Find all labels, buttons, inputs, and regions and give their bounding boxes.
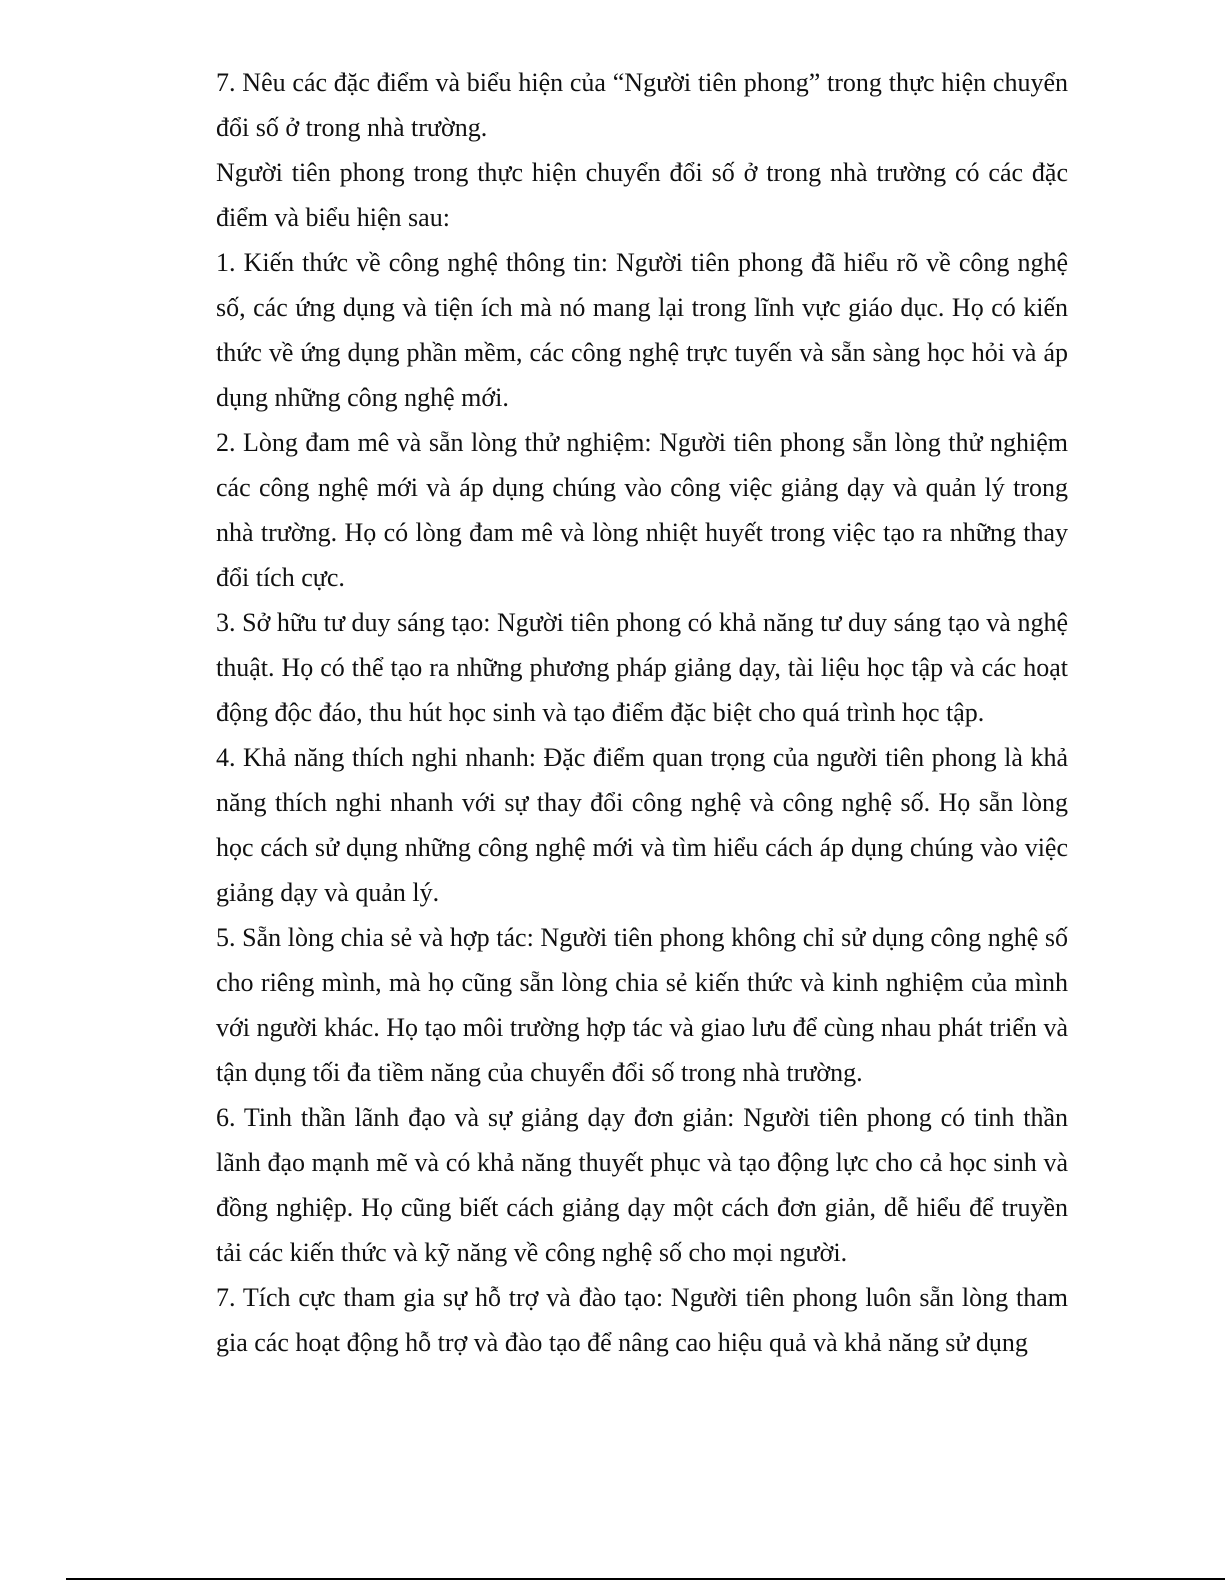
point-1-paragraph: 1. Kiến thức về công nghệ thông tin: Người tiên phong đã hiểu rõ về công nghệ số, các ứng dụng và tiện ích mà nó mang lại trong lĩnh vực giáo dục. Họ có kiến thức về ứng dụng phần mềm, các công nghệ trực tuyến và sẵn sàng học hỏi và áp dụng những công nghệ mới.	[216, 248, 1068, 412]
intro-paragraph: Người tiên phong trong thực hiện chuyển đổi số ở trong nhà trường có các đặc điểm và biểu hiện sau:	[216, 158, 1068, 232]
document-body	[216, 60, 1068, 1365]
point-6-paragraph: 6. Tinh thần lãnh đạo và sự giảng dạy đơn giản: Người tiên phong có tinh thần lãnh đạo mạnh mẽ và có khả năng thuyết phục và tạo động lực cho cả học sinh và đồng nghiệp. Họ cũng biết cách giảng dạy một cách đơn giản, dễ hiểu để truyền tải các kiến thức và kỹ năng về công nghệ số cho mọi người.	[216, 1103, 1068, 1267]
point-2-paragraph: 2. Lòng đam mê và sẵn lòng thử nghiệm: Người tiên phong sẵn lòng thử nghiệm các công nghệ mới và áp dụng chúng vào công việc giảng dạy và quản lý trong nhà trường. Họ có lòng đam mê và lòng nhiệt huyết trong việc tạo ra những thay đổi tích cực.	[216, 428, 1068, 592]
question-heading: 7. Nêu các đặc điểm và biểu hiện của “Người tiên phong” trong thực hiện chuyển đổi số ở trong nhà trường.	[216, 68, 1068, 142]
point-7-paragraph: 7. Tích cực tham gia sự hỗ trợ và đào tạo: Người tiên phong luôn sẵn lòng tham gia các hoạt động hỗ trợ và đào tạo để nâng cao hiệu quả và khả năng sử dụng	[216, 1283, 1068, 1357]
point-4-paragraph: 4. Khả năng thích nghi nhanh: Đặc điểm quan trọng của người tiên phong là khả năng thích nghi nhanh với sự thay đổi công nghệ và công nghệ số. Họ sẵn lòng học cách sử dụng những công nghệ mới và tìm hiểu cách áp dụng chúng vào việc giảng dạy và quản lý.	[216, 743, 1068, 907]
page-bottom-divider	[66, 1578, 1225, 1580]
point-3-paragraph: 3. Sở hữu tư duy sáng tạo: Người tiên phong có khả năng tư duy sáng tạo và nghệ thuật. Họ có thể tạo ra những phương pháp giảng dạy, tài liệu học tập và các hoạt động độc đáo, thu hút học sinh và tạo điểm đặc biệt cho quá trình học tập.	[216, 608, 1068, 727]
point-5-paragraph: 5. Sẵn lòng chia sẻ và hợp tác: Người tiên phong không chỉ sử dụng công nghệ số cho riêng mình, mà họ cũng sẵn lòng chia sẻ kiến thức và kinh nghiệm của mình với người khác. Họ tạo môi trường hợp tác và giao lưu để cùng nhau phát triển và tận dụng tối đa tiềm năng của chuyển đổi số trong nhà trường.	[216, 923, 1068, 1087]
